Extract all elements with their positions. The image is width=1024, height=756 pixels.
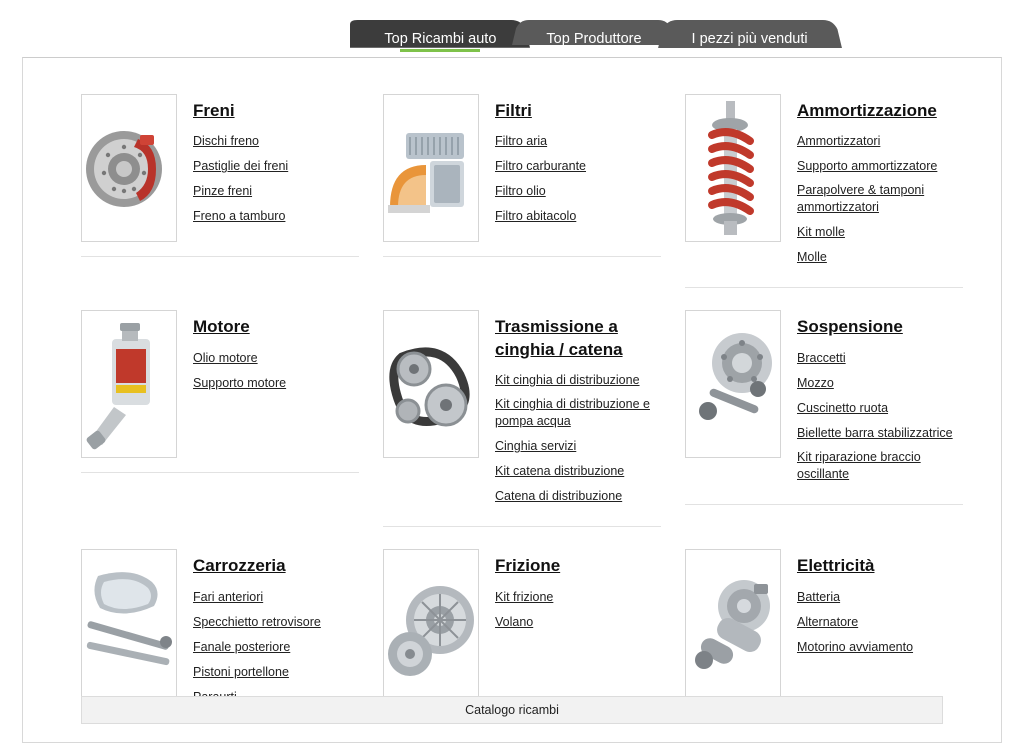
category-sublink[interactable]: Batteria (797, 589, 841, 604)
category-links (193, 588, 321, 706)
category-title-link[interactable]: Frizione (495, 556, 561, 576)
category-body (193, 94, 288, 232)
categories-panel (22, 57, 1002, 743)
category-body (193, 549, 321, 712)
divider (685, 287, 963, 288)
list-item (797, 223, 972, 241)
categories-grid (23, 58, 1001, 727)
category-sublink[interactable]: Catena di distribuzione (495, 489, 623, 504)
category-sublink[interactable]: Specchietto retrovisore (193, 614, 321, 629)
divider (81, 256, 359, 257)
divider (383, 256, 661, 257)
list-item (495, 613, 560, 631)
divider (685, 504, 963, 505)
category-body (797, 310, 972, 489)
list-item (797, 132, 972, 150)
category-links (495, 588, 560, 631)
category-sublink[interactable]: Kit molle (797, 225, 845, 240)
shock-absorber-image[interactable] (685, 94, 781, 242)
list-item (193, 182, 288, 200)
list-item (193, 207, 288, 225)
timing-belt-image[interactable] (383, 310, 479, 458)
list-item (193, 613, 321, 631)
category-sublink[interactable]: Fari anteriori (193, 589, 264, 604)
category-body (495, 94, 586, 232)
tab-i-pezzi-piu-venduti[interactable] (658, 20, 842, 57)
category-sublink[interactable]: Olio motore (193, 350, 258, 365)
list-item (193, 638, 321, 656)
category-links (193, 349, 286, 392)
category-title-link[interactable]: Carrozzeria (193, 556, 286, 576)
category-sublink[interactable]: Molle (797, 250, 827, 265)
list-item (495, 396, 670, 430)
category-freni (81, 94, 383, 256)
category-sublink[interactable]: Pinze freni (193, 184, 253, 199)
category-sublink[interactable]: Freno a tamburo (193, 209, 286, 224)
tab-bar (0, 0, 1024, 57)
filters-image[interactable] (383, 94, 479, 242)
clutch-image[interactable] (383, 549, 479, 697)
category-sublink[interactable]: Kit frizione (495, 589, 554, 604)
list-item (193, 132, 288, 150)
category-sublink[interactable]: Braccetti (797, 350, 846, 365)
tab-label: I pezzi più venduti (691, 30, 808, 47)
category-body (495, 549, 560, 637)
list-item (797, 248, 972, 266)
category-sublink[interactable]: Filtro aria (495, 134, 548, 149)
category-title-link[interactable]: Freni (193, 101, 235, 120)
category-title-link[interactable]: Trasmissione a cinghia / catena (495, 317, 623, 359)
category-sublink[interactable]: Cinghia servizi (495, 439, 577, 454)
list-item (495, 132, 586, 150)
list-item (797, 182, 972, 216)
category-sublink[interactable]: Parapolvere & tamponi ammortizzatori (797, 183, 925, 215)
tab-label: Top Ricambi auto (384, 30, 497, 47)
category-cell (685, 94, 987, 310)
category-sublink[interactable]: Kit riparazione braccio oscillante (797, 449, 921, 481)
list-item (495, 487, 670, 505)
category-sublink[interactable]: Kit catena distribuzione (495, 464, 625, 479)
list-item (495, 437, 670, 455)
divider (81, 472, 359, 473)
category-frizione (383, 549, 685, 711)
category-title-link[interactable]: Filtri (495, 101, 532, 120)
category-title-link[interactable]: Ammortizzazione (797, 101, 937, 120)
category-sublink[interactable]: Volano (495, 614, 534, 629)
mirror-image[interactable] (81, 549, 177, 697)
list-item (797, 449, 972, 483)
list-item (797, 424, 972, 442)
category-sublink[interactable]: Kit cinghia di distribuzione (495, 373, 640, 388)
list-item (193, 157, 288, 175)
category-body (797, 549, 913, 662)
category-links (495, 371, 670, 505)
category-links (495, 132, 586, 225)
category-title-link[interactable]: Elettricità (797, 556, 875, 576)
category-sublink[interactable]: Alternatore (797, 614, 859, 629)
list-item (797, 157, 972, 175)
category-title-link[interactable]: Motore (193, 317, 250, 337)
category-sublink[interactable]: Biellette barra stabilizzatrice (797, 425, 953, 440)
list-item (797, 374, 972, 392)
category-title-link[interactable]: Sospensione (797, 317, 903, 337)
list-item (495, 182, 586, 200)
catalogo-ricambi-button[interactable] (81, 696, 943, 724)
tab-label: Top Produttore (546, 30, 642, 47)
list-item (495, 371, 670, 389)
category-sublink[interactable]: Filtro olio (495, 184, 546, 199)
category-motore (81, 310, 383, 472)
category-sublink[interactable]: Supporto motore (193, 375, 287, 390)
category-cell (81, 94, 383, 310)
category-sublink[interactable]: Kit cinghia di distribuzione e pompa acqua (495, 397, 650, 429)
category-links (797, 132, 972, 266)
category-sublink[interactable]: Pistoni portellone (193, 664, 289, 679)
list-item (797, 638, 913, 656)
list-item (193, 374, 286, 392)
list-item (495, 157, 586, 175)
category-body (193, 310, 286, 398)
category-sublink[interactable]: Motorino avviamento (797, 639, 914, 654)
engine-oil-image[interactable] (81, 310, 177, 458)
category-ammortizzazione (685, 94, 987, 287)
category-sublink[interactable]: Cuscinetto ruota (797, 400, 889, 415)
list-item (797, 613, 913, 631)
list-item (193, 349, 286, 367)
list-item (797, 349, 972, 367)
tab-top-produttore[interactable] (512, 20, 675, 57)
category-sublink[interactable]: Supporto ammortizzatore (797, 159, 938, 174)
category-sublink[interactable]: Fanale posteriore (193, 639, 291, 654)
list-item (797, 399, 972, 417)
tab-active-underline (400, 49, 480, 52)
category-cell (383, 310, 685, 549)
wheel-hub-image[interactable] (685, 310, 781, 458)
catalogo-ricambi-label: Catalogo ricambi (465, 703, 559, 717)
list-item (495, 207, 586, 225)
divider (383, 526, 661, 527)
category-links (797, 588, 913, 656)
starter-motor-image[interactable] (685, 549, 781, 697)
category-filtri (383, 94, 685, 256)
category-cell (383, 94, 685, 310)
list-item (193, 588, 321, 606)
category-sublink[interactable]: Dischi freno (193, 134, 259, 149)
list-item (495, 462, 670, 480)
category-trasmissione (383, 310, 685, 526)
category-cell (685, 310, 987, 549)
category-sublink[interactable]: Filtro abitacolo (495, 209, 577, 224)
list-item (193, 663, 321, 681)
category-sublink[interactable]: Filtro carburante (495, 159, 587, 174)
category-links (797, 349, 972, 483)
list-item (797, 588, 913, 606)
tab-top-ricambi-auto[interactable] (350, 20, 530, 57)
category-links (193, 132, 288, 225)
list-item (495, 588, 560, 606)
category-body (495, 310, 670, 512)
category-cell (81, 310, 383, 549)
brake-disc-image[interactable] (81, 94, 177, 242)
category-sospensione (685, 310, 987, 503)
category-elettricita (685, 549, 987, 711)
category-body (797, 94, 972, 273)
category-sublink[interactable]: Pastiglie dei freni (193, 159, 289, 174)
category-sublink[interactable]: Mozzo (797, 375, 834, 390)
category-sublink[interactable]: Ammortizzatori (797, 134, 881, 149)
